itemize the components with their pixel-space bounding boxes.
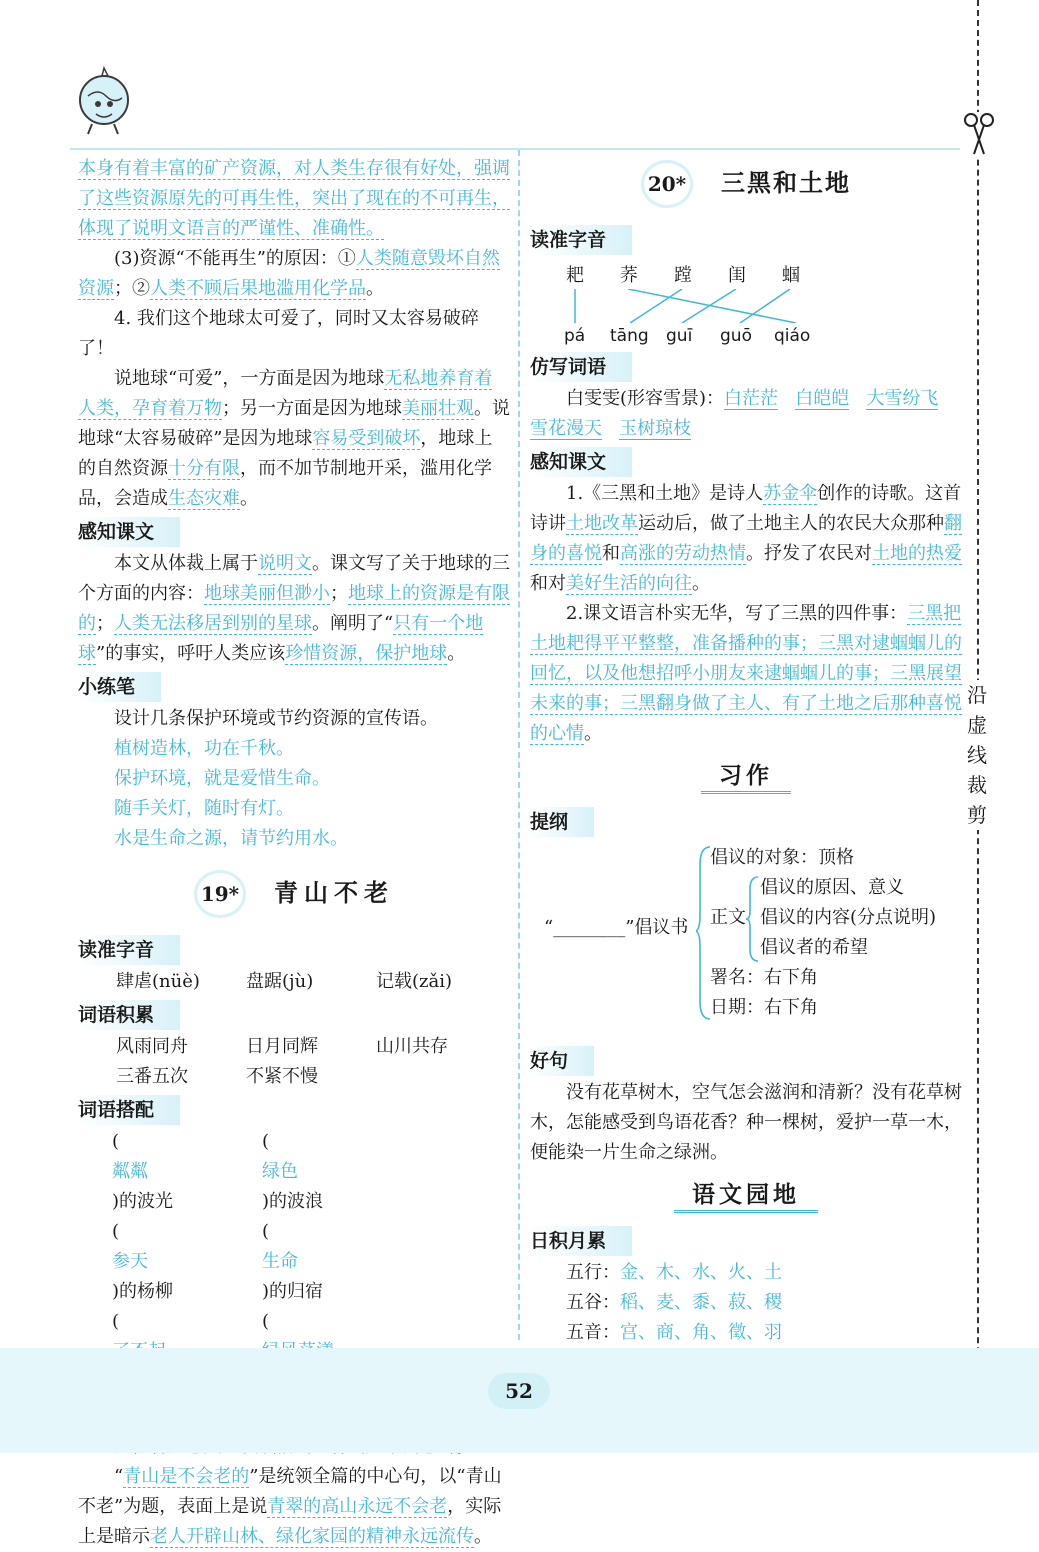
body-text: 。	[584, 723, 602, 744]
answer-text: 十分有限	[168, 458, 240, 479]
accum-row	[530, 1258, 962, 1288]
body-text: ，实际上是暗示	[78, 1496, 502, 1547]
answer-text: 参天	[112, 1251, 148, 1272]
lesson-title: 青山不老	[274, 878, 394, 907]
earth-explain-paragraph	[78, 364, 510, 514]
match-line	[682, 289, 736, 323]
body-text: )的波光	[112, 1191, 174, 1212]
section-heading-pronunciation: 读准字音	[530, 225, 632, 255]
words-row	[78, 1032, 510, 1062]
body-text: 和	[602, 543, 620, 564]
accum-key: 五行：	[566, 1262, 620, 1283]
body-text: )的波浪	[262, 1191, 324, 1212]
answer-text: 美好生活的向往	[566, 573, 692, 594]
body-text: ”的事实，呼吁人类应该	[96, 643, 286, 664]
left-column	[78, 150, 510, 1552]
collocation-item	[262, 1127, 432, 1217]
match-line	[628, 289, 796, 323]
question-text: 。	[366, 278, 384, 299]
matching-lines	[530, 289, 860, 323]
answer-text: 大雪纷飞	[866, 388, 939, 409]
lesson-number: 19*	[194, 870, 246, 918]
answer-text: 人类无法移居到别的星球	[114, 613, 312, 634]
char-item: 蝈	[782, 265, 800, 286]
answer-text: 人类不顾后果地滥用化学品	[150, 278, 366, 299]
answer-text: 翻身的喜悦	[530, 513, 962, 564]
match-line	[740, 289, 790, 323]
column-divider	[518, 150, 520, 1340]
answer-text: 白茫茫	[724, 388, 779, 409]
outline-subitem: 倡议的原因、意义	[760, 877, 904, 898]
question-text: ；②	[114, 278, 150, 299]
word-item: 山川共存	[376, 1036, 448, 1057]
answer-text: 体现了说明文语言的严谨性、准确性。	[78, 218, 384, 239]
body-text: 白雯雯(形容雪景)：	[566, 388, 725, 409]
outline-item: 正文	[710, 907, 746, 928]
practice-prompt: 设计几条保护环境或节约资源的宣传语。	[114, 708, 438, 729]
cut-label	[965, 680, 989, 830]
answer-text: 土地改革	[566, 513, 638, 534]
pron-item: 盘踞(jù)	[246, 971, 314, 992]
accum-value: 金、木、水、火、土	[620, 1262, 782, 1283]
bracket: (	[112, 1131, 120, 1152]
pron-item: 记载(zǎi)	[376, 971, 453, 992]
pinyin-item: tāng	[610, 326, 649, 346]
body-text: ”是统领全篇的中心句，以“青山不老”为题，表面上是说	[78, 1466, 502, 1517]
pronunciation-row	[78, 967, 510, 997]
body-text: )的归宿	[262, 1281, 324, 1302]
cut-label-char: 虚	[967, 713, 987, 737]
answer-text: 地球美丽但渺小	[204, 583, 330, 604]
section-heading-copy-words: 仿写词语	[530, 352, 632, 382]
body-text: 和对	[530, 573, 566, 594]
body-text: 。	[692, 573, 710, 594]
intro-paragraph	[78, 154, 510, 244]
char-item: 蹚	[674, 265, 692, 286]
body-text: 。	[240, 488, 258, 509]
body-text: ，地球上的自然资源	[78, 428, 493, 479]
answer-text: 了这些资源原先的可再生性，突出了现在的不可再生，	[78, 188, 510, 209]
writing-banner	[530, 761, 962, 794]
body-text: ；	[96, 613, 114, 634]
section-heading-perceive: 感知课文	[78, 517, 180, 547]
question-text: (3)资源“不能再生”的原因：①	[114, 248, 356, 269]
lesson-title: 三黑和土地	[721, 168, 851, 197]
cut-label-char: 沿	[967, 683, 987, 707]
question-4: 4. 我们这个地球太可爱了，同时又太容易破碎了！	[78, 308, 479, 359]
slogan: 保护环境，就是爱惜生命。	[114, 768, 330, 789]
body-text: 。抒发了农民对	[746, 543, 872, 564]
slogan: 水是生命之源，请节约用水。	[114, 828, 348, 849]
body-text: 。	[447, 643, 466, 664]
copy-words-paragraph	[530, 384, 962, 444]
pinyin-row	[564, 321, 834, 351]
lesson-number: 20*	[641, 160, 693, 208]
garden-banner	[530, 1180, 962, 1213]
answer-text: 本身有着丰富的矿产资源，对人类生存很有好处，强调	[78, 158, 510, 179]
perceive-paragraph	[78, 549, 510, 669]
answer-text: 三黑把土地耙得平平整整，准备播种的事；三黑对逮蝈蝈儿的回忆，以及他想招呼小朋友来逮蝈蝈儿的事；三黑展望未来的事；三黑翻身做了主人、有了土地之后那种喜悦的心情	[530, 603, 962, 744]
bracket: (	[262, 1131, 270, 1152]
lesson-20-header	[530, 160, 962, 208]
answer-text: 生命	[262, 1251, 298, 1272]
section-heading-collocation: 词语搭配	[78, 1095, 180, 1125]
banner-title: 语文园地	[674, 1180, 818, 1213]
outline-brace-icon	[746, 875, 760, 963]
accum-row	[530, 1288, 962, 1318]
outline-subitem: 倡议的内容(分点说明)	[760, 907, 937, 928]
pinyin-item: guī	[666, 326, 693, 346]
outline-item: 署名：右下角	[710, 967, 818, 988]
accum-value: 宫、商、角、徵、羽	[620, 1322, 782, 1343]
answer-text: 地球上的资源是有限的	[78, 583, 510, 634]
accum-key: 五音：	[566, 1322, 620, 1343]
answer-text: 高涨的劳动热情	[620, 543, 746, 564]
bracket: (	[112, 1221, 120, 1242]
body-text: 运动后，做了土地主人的农民大众那种	[638, 513, 944, 534]
answer-text: 珍惜资源，保护地球	[285, 643, 448, 664]
pron-item: 肆虐(nüè)	[116, 971, 200, 992]
char-row	[566, 261, 836, 291]
word-item: 不紧不慢	[246, 1066, 318, 1087]
cut-label-char: 裁	[967, 773, 987, 797]
collocation-row	[78, 1127, 510, 1217]
answer-text: 容易受到破坏	[312, 428, 421, 449]
body-text: 。课文写了关于地球的三个方面的内容：	[78, 553, 510, 604]
body-text: 。	[474, 1526, 492, 1547]
lesson-19-header	[78, 870, 510, 918]
section-heading-practice: 小练笔	[78, 672, 161, 702]
globe-mascot-icon	[74, 66, 138, 136]
char-item: 耙	[566, 265, 584, 286]
answer-text: 雪花漫天	[530, 418, 602, 439]
answer-text: 绿色	[262, 1161, 298, 1182]
pinyin-item: guō	[720, 326, 752, 346]
cut-label-char: 剪	[967, 803, 987, 827]
section-heading-perceive: 感知课文	[530, 447, 632, 477]
answer-text: 苏金伞	[763, 483, 818, 504]
char-item: 荞	[620, 265, 638, 286]
collocation-row	[78, 1217, 510, 1307]
collocation-item	[112, 1127, 262, 1217]
bracket: (	[112, 1311, 120, 1332]
outline-item: 倡议的对象：顶格	[710, 847, 854, 868]
accum-key: 五谷：	[566, 1292, 620, 1313]
pinyin-item: pá	[564, 326, 586, 346]
answer-text: 只有一个地球	[78, 613, 484, 664]
collocation-item	[112, 1217, 262, 1307]
answer-text: 资源	[78, 278, 114, 299]
outline-subitem: 倡议者的希望	[760, 937, 868, 958]
body-text: 创作的诗歌。这首诗讲	[530, 483, 962, 534]
answer-text: 美丽壮观	[402, 398, 474, 419]
word-item: 三番五次	[116, 1066, 188, 1087]
word-item: 风雨同舟	[116, 1036, 188, 1057]
answer-text: 青山是不会老的	[123, 1466, 250, 1487]
outline-root: “________”倡议书	[544, 917, 689, 938]
section-heading-good-sentence: 好句	[530, 1046, 594, 1076]
answer-text: 生态灾难	[168, 488, 240, 509]
page-number: 52	[488, 1373, 550, 1409]
body-text: ；	[330, 583, 348, 604]
answer-text: 玉树琼枝	[619, 418, 692, 439]
section-heading-pronunciation: 读准字音	[78, 935, 180, 965]
outline-item: 日期：右下角	[710, 997, 818, 1018]
char-item: 闺	[728, 265, 746, 286]
body-text: 1.《三黑和土地》是诗人	[566, 483, 764, 504]
scissors-icon	[962, 112, 996, 156]
body-text: “	[114, 1466, 124, 1487]
section-heading-outline: 提纲	[530, 807, 594, 837]
perceive-paragraph-2	[530, 599, 962, 749]
body-text: ，而不加节制地开采，滥用化学品，会造成	[78, 458, 492, 509]
slogan: 植树造林，功在千秋。	[114, 738, 294, 759]
char-pinyin-matching	[530, 257, 962, 349]
words-row	[78, 1062, 510, 1092]
proposal-outline	[530, 843, 962, 1043]
right-column	[530, 150, 962, 1378]
word-item: 日月同辉	[246, 1036, 318, 1057]
answer-text: 人类随意毁坏自然	[355, 248, 500, 269]
reason-paragraph	[78, 244, 510, 304]
pinyin-item: qiáo	[774, 326, 811, 346]
accum-row	[530, 1318, 962, 1348]
body-text: 。阐明了“	[312, 613, 394, 634]
slogan: 随手关灯，随时有灯。	[114, 798, 294, 819]
answer-text: 土地的热爱	[872, 543, 962, 564]
cut-label-char: 线	[967, 743, 987, 767]
answer-text: 无私地养育着人类，孕育着万物	[78, 368, 493, 419]
collocation-item	[262, 1217, 432, 1307]
accum-value: 稻、麦、黍、菽、稷	[620, 1292, 782, 1313]
key-explain-paragraph	[78, 1462, 510, 1552]
body-text: 2.课文语言朴实无华，写了三黑的四件事：	[566, 603, 908, 624]
body-text: )的杨柳	[112, 1281, 174, 1302]
good-sentence: 没有花草树木，空气怎会滋润和清新？没有花草树木，怎能感受到鸟语花香？种一棵树，爱护一草一木，便能染一片生命之绿洲。	[530, 1082, 962, 1163]
bracket: (	[262, 1221, 270, 1242]
body-text: 说地球“可爱”，一方面是因为地球	[114, 368, 385, 389]
body-text: 。说地球“太容易破碎”是因为地球	[78, 398, 510, 449]
answer-text: 说明文	[258, 553, 312, 574]
section-heading-accumulate: 日积月累	[530, 1226, 632, 1256]
body-text: ；另一方面是因为地球	[222, 398, 402, 419]
banner-title: 习作	[701, 761, 791, 794]
answer-text: 老人开辟山林、绿化家园的精神永远流传	[150, 1526, 474, 1547]
perceive-paragraph-1	[530, 479, 962, 599]
answer-text: 粼粼	[112, 1161, 148, 1182]
section-heading-words: 词语积累	[78, 1000, 180, 1030]
answer-text: 白皑皑	[795, 388, 850, 409]
body-text: 本文从体裁上属于	[114, 553, 258, 574]
bracket: (	[262, 1311, 270, 1332]
answer-text: 青翠的高山永远不会老	[267, 1496, 448, 1517]
